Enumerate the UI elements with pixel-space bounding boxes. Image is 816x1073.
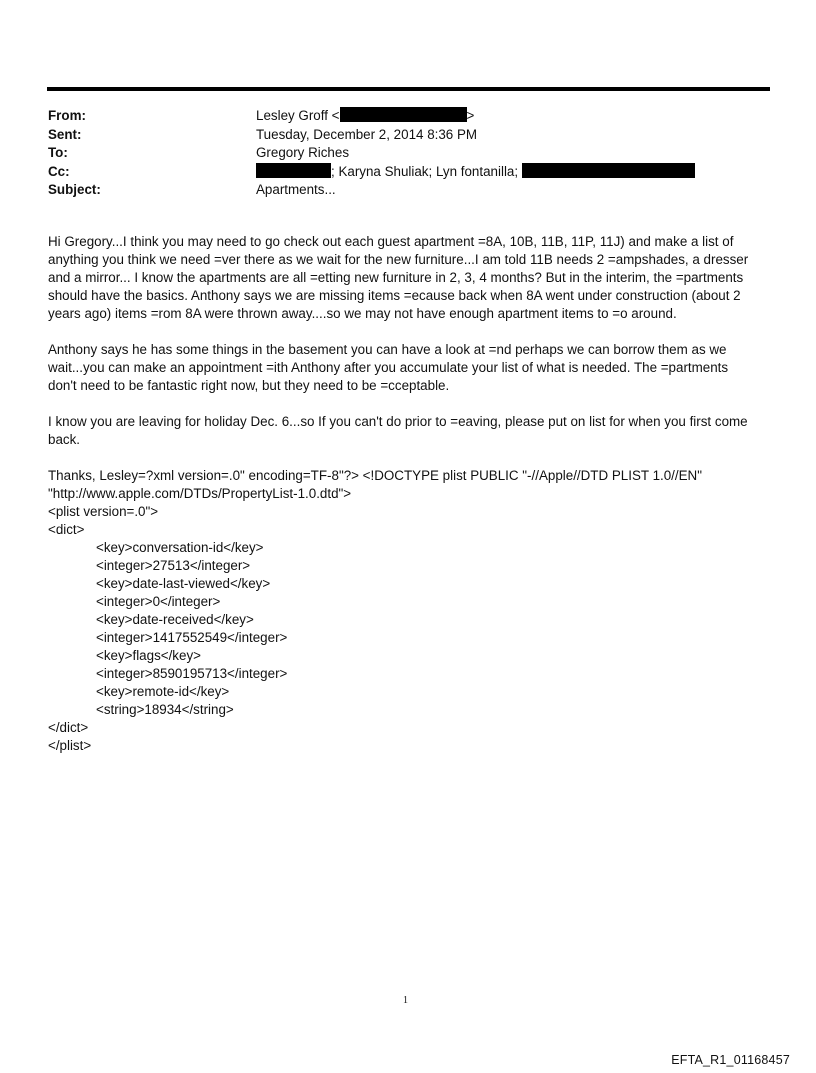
- plist-entry: <integer>1417552549</integer>: [96, 630, 288, 645]
- redacted-email: [340, 107, 467, 122]
- body-line: wait...you can make an appointment =ith Anthony after you accumulate your list of what is needed. The =partments: [48, 360, 729, 375]
- plist-entry: <key>date-received</key>: [96, 612, 254, 627]
- sent-label: Sent:: [48, 126, 82, 142]
- header-rule: [47, 87, 770, 91]
- cc-names: ; Karyna Shuliak; Lyn fontanilla;: [331, 163, 519, 179]
- cc-row: [48, 163, 768, 182]
- plist-entry: <integer>8590195713</integer>: [96, 666, 288, 681]
- from-close: >: [466, 108, 475, 123]
- redacted-cc-2: [522, 163, 695, 178]
- from-row: [48, 107, 768, 126]
- cc-label: Cc:: [48, 163, 70, 179]
- paragraph-3: [48, 413, 768, 449]
- sent-value: Tuesday, December 2, 2014 8:36 PM: [256, 126, 478, 142]
- document-id: EFTA_R1_01168457: [671, 1053, 790, 1067]
- plist-entry: <integer>27513</integer>: [96, 558, 251, 573]
- paragraph-2: [48, 341, 768, 395]
- subject-label: Subject:: [48, 182, 101, 197]
- to-row: [48, 144, 768, 163]
- plist-line: </dict>: [48, 720, 89, 735]
- body-line: should have the basics. Anthony says we are missing items =ecause back when 8A went under construction (about 2: [48, 288, 741, 303]
- plist-entry: <key>conversation-id</key>: [96, 540, 264, 555]
- sent-row: [48, 126, 768, 145]
- body-line: don't need to be fantastic right now, but they need to be =cceptable.: [48, 378, 450, 393]
- body-line: years ago) items =rom 8A were thrown away....so we may not have enough apartment items to =o around.: [48, 306, 677, 321]
- from-label: From:: [48, 108, 86, 123]
- paragraph-1: [48, 233, 768, 323]
- body-line: Anthony says he has some things in the basement you can have a look at =nd perhaps we can borrow them as we: [48, 342, 727, 357]
- plist-entry: <string>18934</string>: [96, 702, 234, 717]
- body-line: back.: [48, 432, 81, 447]
- subject-row: [48, 181, 768, 200]
- plist-line: </plist>: [48, 738, 92, 753]
- plist-entry: <key>date-last-viewed</key>: [96, 576, 271, 591]
- to-label: To:: [48, 145, 68, 160]
- cc-value: [256, 163, 695, 182]
- redacted-cc-1: [256, 163, 331, 178]
- plist-line: "http://www.apple.com/DTDs/PropertyList-1.0.dtd">: [48, 486, 352, 501]
- plist-block: [48, 467, 768, 755]
- plist-entry: <integer>0</integer>: [96, 594, 221, 609]
- plist-entry: <key>flags</key>: [96, 648, 201, 663]
- email-header: [48, 107, 768, 200]
- from-name: Lesley Groff <: [256, 108, 340, 123]
- email-body: [48, 233, 768, 755]
- plist-line: <dict>: [48, 522, 85, 537]
- body-line: Hi Gregory...I think you may need to go check out each guest apartment =8A, 10B, 11B, 11P, 11J) and make a list of: [48, 234, 734, 249]
- to-value: Gregory Riches: [256, 145, 350, 160]
- from-value: [256, 107, 474, 126]
- subject-value: Apartments...: [256, 182, 336, 197]
- plist-line: <plist version=.0">: [48, 504, 159, 519]
- plist-entry: <key>remote-id</key>: [96, 684, 230, 699]
- body-line: and a mirror... I know the apartments are all =etting new furniture in 2, 3, 4 months? But in the interim, the =partments: [48, 270, 744, 285]
- body-line: I know you are leaving for holiday Dec. 6...so If you can't do prior to =eaving, please put on list for when you first come: [48, 414, 748, 429]
- body-line: anything you think we need =ver there as we wait for the new furniture...I am told 11B needs 2 =ampshades, a dresser: [48, 252, 749, 267]
- plist-line: Thanks, Lesley=?xml version=.0" encoding=TF-8"?> <!DOCTYPE plist PUBLIC "-//Apple//DTD PLIST 1.0//EN": [48, 468, 702, 483]
- page-number: 1: [403, 995, 408, 1006]
